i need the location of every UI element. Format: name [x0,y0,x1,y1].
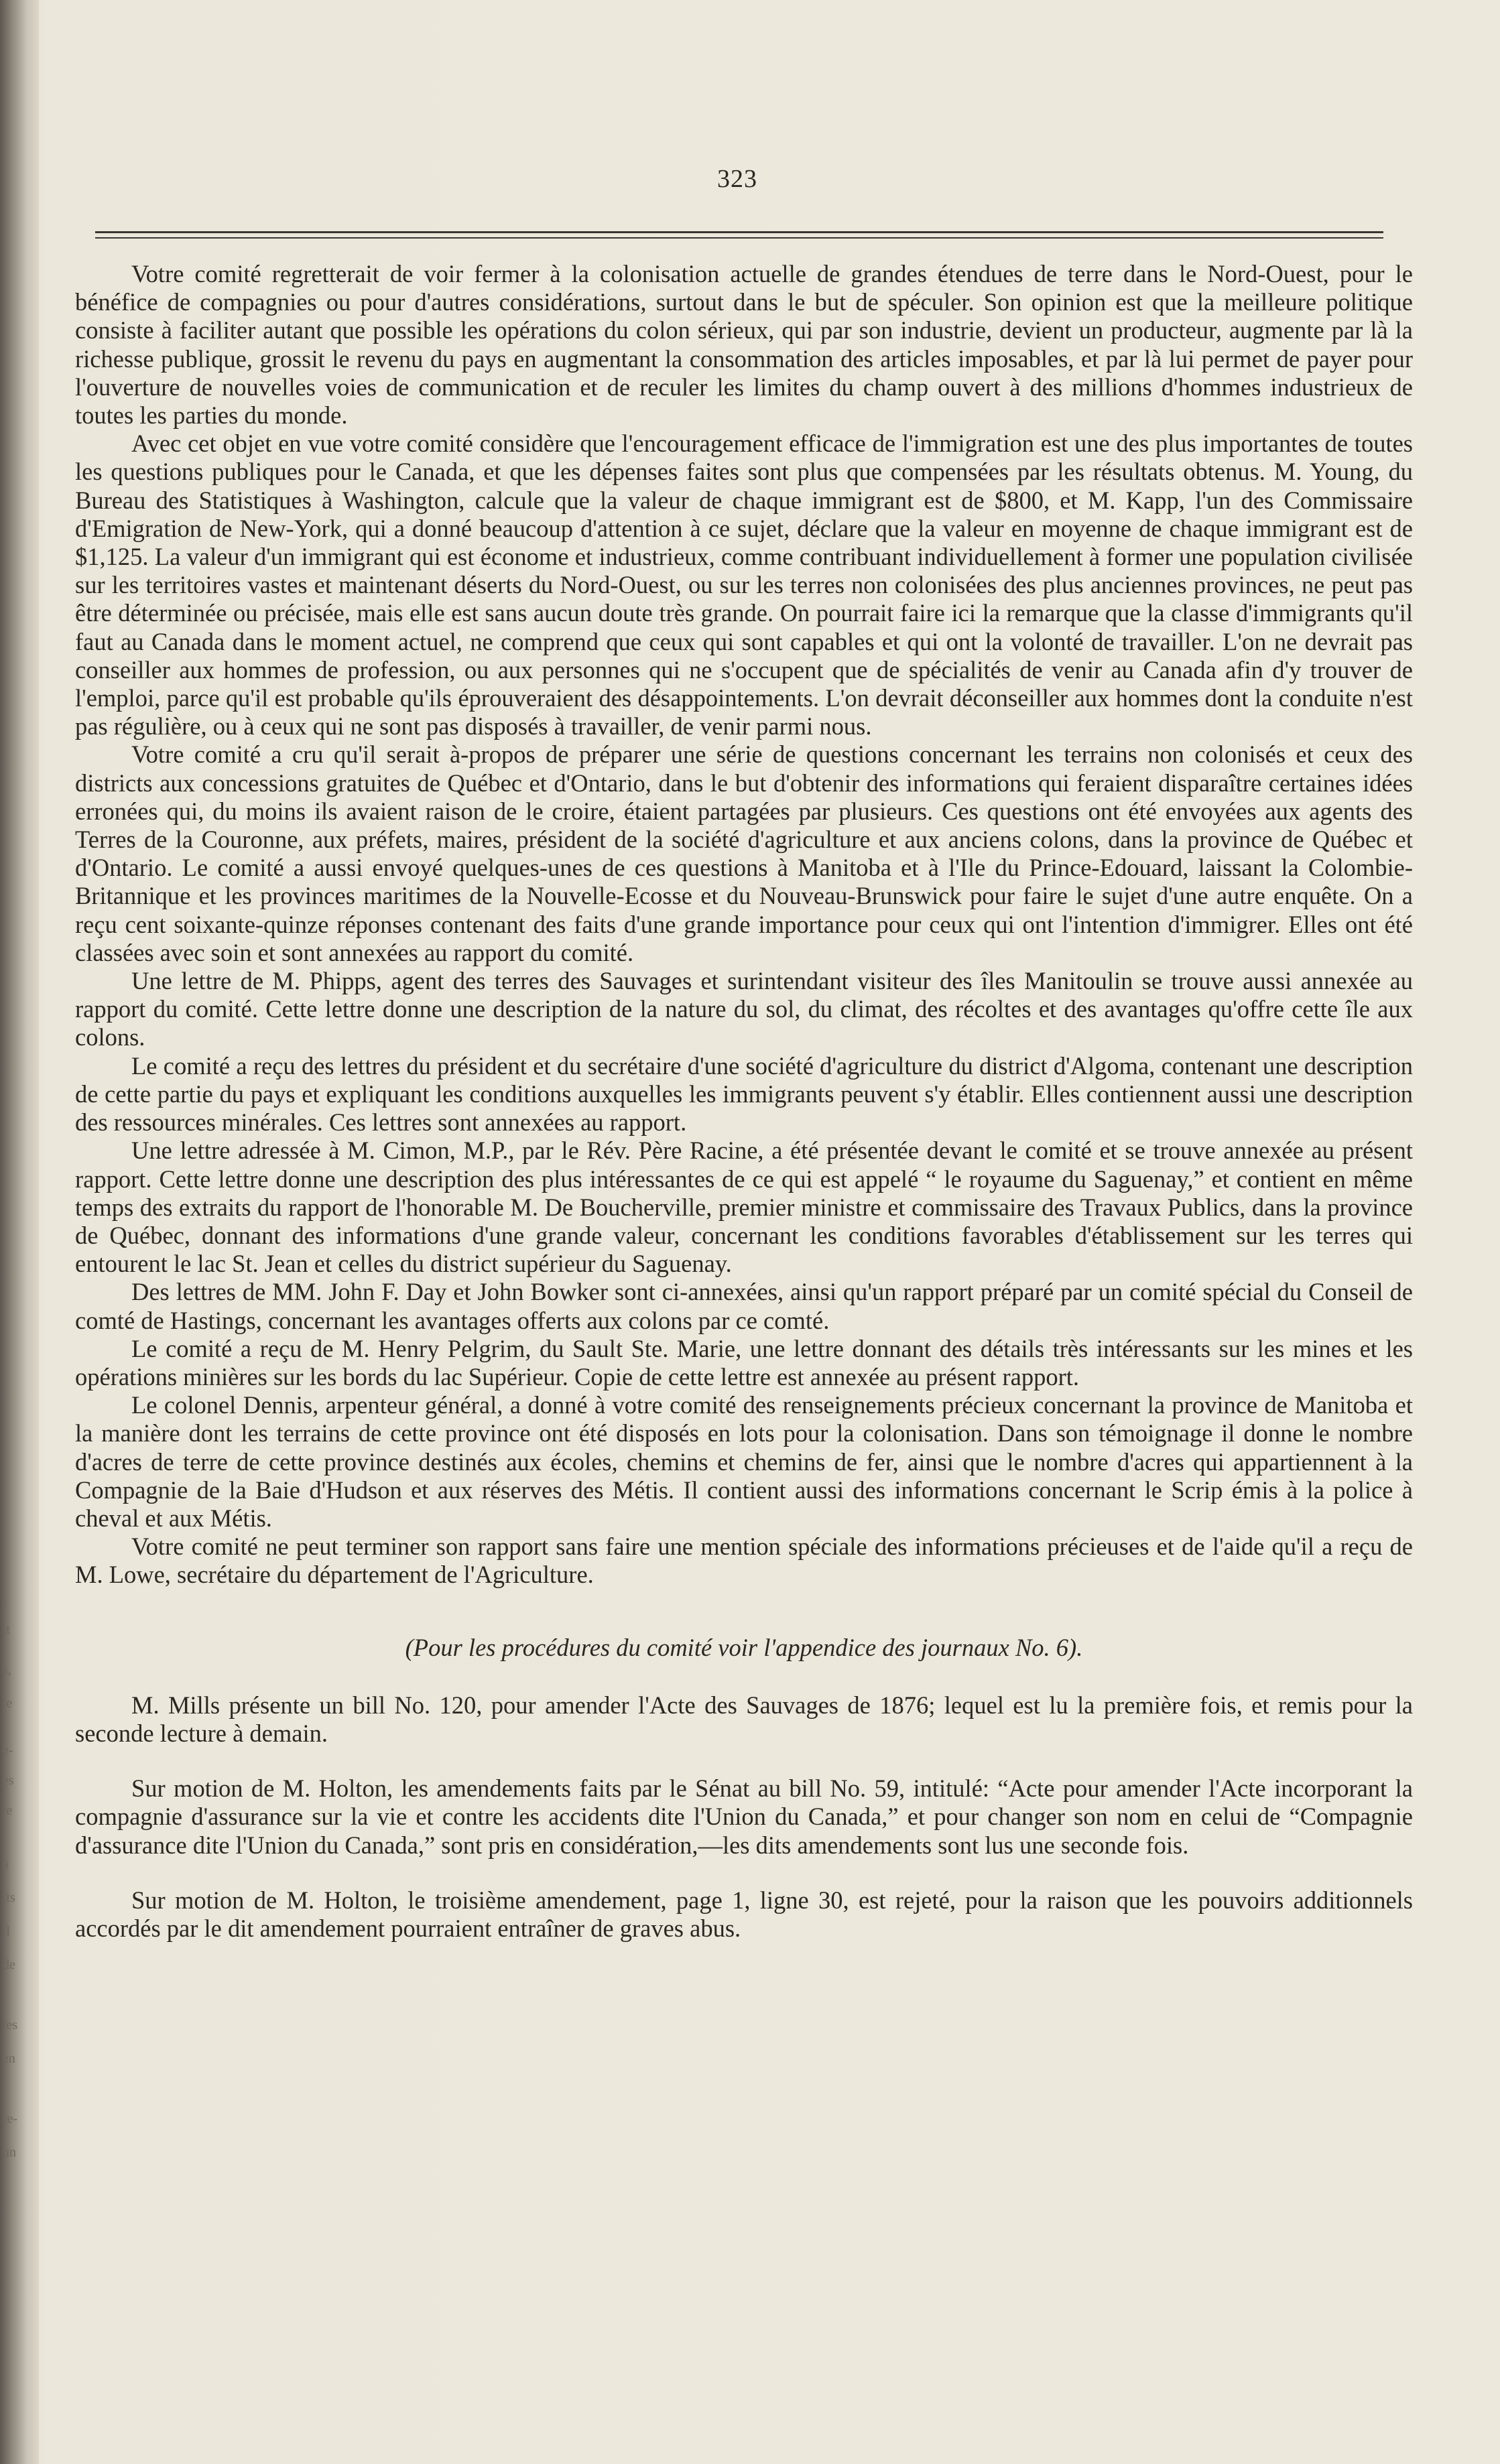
gutter-fragment: les [3,2018,18,2032]
paragraph: Le comité a reçu de M. Henry Pelgrim, du Sault Ste. Marie, une lettre donnant des détails très intéressants sur les mines et les opérations minières sur les bords du lac Supérieur. Copie de cette lettre est annexée au présent rapport. [75,1334,1413,1390]
gutter-fragment: à [3,1857,9,1872]
gutter-fragment: ıt [3,1622,11,1637]
procedures-note: (Pour les procédures du comité voir l'appendice des journaux No. 6). [405,1633,1083,1661]
gutter-fragment: its [3,1890,15,1905]
paragraph: Sur motion de M. Holton, les amendements faits par le Sénat au bill No. 59, intitulé: “Acte pour amender l'Acte incorporant la compagnie d'assurance sur la vie et contre les accidents dite l'Union du Canada,” et pour changer son nom en celui de “Compagnie d'assurance dite l'Union du Canada,” sont pris en considération,—les dits amendements sont lus une seconde fois. [75,1774,1413,1859]
gutter-fragment: il [3,1924,11,1939]
page-number: 323 [717,165,757,193]
paragraph: Votre comité regretterait de voir fermer à la colonisation actuelle de grandes étendues de terre dans le Nord-Ouest, pour le bénéfice de compagnies ou pour d'autres considérations, surtout dans le but de spéculer. Son opinion est que la meilleure politique consiste à faciliter autant que possible les opérations du colon sérieux, qui par son industrie, devient un producteur, augmente par là la richesse publique, grossit le revenu du pays en augmentant la consommation des articles imposables, et par là lui permet de payer pour l'ouverture de nouvelles voies de communication et de reculer les limites du champ ouvert à des millions d'hommes industrieux de toutes les parties du monde. [75,260,1413,430]
paragraph: Sur motion de M. Holton, le troisième amendement, page 1, ligne 30, est rejeté, pour la raison que les pouvoirs additionnels accordés par le dit amendement pourraient entraîner de graves abus. [75,1886,1413,1942]
paragraph: Une lettre adressée à M. Cimon, M.P., par le Rév. Père Racine, a été présentée devant le comité et se trouve annexée au présent rapport. Cette lettre donne une description des plus intéressantes de ce qui est appelé “ le royaume du Saguenay,” et contient en même temps des extraits du rapport de l'honorable M. De Boucherville, premier ministre et commissaire des Travaux Publics, dans la province de Québec, donnant des informations d'une grande valeur, concernant les conditions favorables d'établissement sur les terres qui entourent le lac St. Jean et celles du district supérieur du Saguenay. [75,1137,1413,1278]
paragraph: Votre comité a cru qu'il serait à-propos de préparer une série de questions concernant les terrains non colonisés et ceux des districts aux concessions gratuites de Québec et d'Ontario, dans le but d'obtenir des informations qui feraient disparaître certaines idées erronées qui, du moins ils avaient raison de le croire, étaient partagées par plusieurs. Ces questions ont été envoyées aux agents des Terres de la Couronne, aux préfets, maires, président de la société d'agriculture et aux anciens colons, dans la province de Québec et d'Ontario. Le comité a aussi envoyé quelques-unes de ces questions à Manitoba et à l'Ile du Prince-Edouard, laissant la Colombie-Britannique et les provinces maritimes de la Nouvelle-Ecosse et du Nouveau-Brunswick pour faire le sujet d'une autre enquête. On a reçu cent soixante-quinze réponses contenant des faits d'une grande importance pour ceux qui ont l'intention d'immigrer. Elles ont été classées avec soin et sont annexées au rapport du comité. [75,740,1413,966]
paragraph: Avec cet objet en vue votre comité considère que l'encouragement efficace de l'immigration est une des plus importantes de toutes les questions publiques pour le Canada, et que les dépenses faites sont plus que compensées par les résultats obtenus. M. Young, du Bureau des Statistiques à Washington, calcule que la valeur de chaque immigrant est de $800, et M. Kapp, l'un des Commissaire d'Emigration de New-York, qui a donné beaucoup d'attention à ce sujet, déclare que la valeur en moyenne de chaque immigrant est de $1,125. La valeur d'un immigrant qui est économe et industrieux, comme contribuant individuellement à former une population civilisée sur les territoires vastes et maintenant déserts du Nord-Ouest, ou sur les terres non colonisées des plus anciennes provinces, ne peut pas être déterminée ou précisée, mais elle est sans aucun doute très grande. On pourrait faire ici la remarque que la classe d'immigrants qu'il faut au Canada dans le moment actuel, ne comprend que ceux qui sont capables et qui ont la volonté de travailler. L'on ne devrait pas conseiller aux hommes de profession, ou aux personnes qui ne s'occupent que de spécialités de venir au Canada afin d'y trouver de l'emploi, parce qu'il est probable qu'ils éprouveraient des désappointements. L'on devrait déconseiller aux hommes dont la conduite n'est pas régulière, ou à ceux qui ne sont pas disposés à travailler, de venir parmi nous. [75,430,1413,740]
gutter-fragment: re- [3,2112,18,2126]
paragraph: Une lettre de M. Phipps, agent des terres des Sauvages et surintendant visiteur des îles Manitoulin se trouve aussi annexée au rapport du comité. Cette lettre donne une description de la nature du sol, du climat, des récoltes et des avantages qu'offre cette île aux colons. [75,967,1413,1051]
gutter-fragment: un [3,2145,16,2160]
gutter-fragment: t [3,1596,7,1610]
header-rule [95,231,1383,233]
body-text [75,260,1413,1943]
gutter-fragment: de [3,1957,15,1972]
paragraph: Le colonel Dennis, arpenteur général, a donné à votre comité des renseignements précieux concernant la province de Manitoba et la manière dont les terrains de cette province ont été disposés en lots pour la colonisation. Dans son témoignage il donne le nombre d'acres de terre de cette province destinés aux écoles, chemins et chemins de fer, ainsi que le nombre d'acres qui appartiennent à la Compagnie de la Baie d'Hudson et aux réserves des Métis. Il contient aussi des informations concernant le Scrip émis à la police à cheval et aux Métis. [75,1391,1413,1532]
gutter-fragment: le [3,1803,13,1818]
gutter-fragment: en [3,2051,15,2066]
header-rule [95,237,1383,239]
book-binding-shadow [0,0,39,2464]
paragraph: Des lettres de MM. John F. Day et John Bowker sont ci-annexées, ainsi qu'un rapport préparé par un comité spécial du Conseil de comté de Hastings, concernant les avantages offerts aux colons par ce comté. [75,1278,1413,1334]
paragraph: Votre comité ne peut terminer son rapport sans faire une mention spéciale des informations précieuses et de l'aide qu'il a reçu de M. Lowe, secrétaire du département de l'Agriculture. [75,1533,1413,1589]
gutter-fragment: s, [3,1663,11,1677]
paragraph: M. Mills présente un bill No. 120, pour amender l'Acte des Sauvages de 1876; lequel est lu la première fois, et remis pour la seconde lecture à demain. [75,1691,1413,1747]
gutter-fragment: es [3,1773,14,1788]
paragraph: Le comité a reçu des lettres du président et du secrétaire d'une société d'agriculture du district d'Algoma, contenant une description de cette partie du pays et expliquant les conditions auxquelles les immigrants peuvent s'y établir. Elles contiennent aussi une description des ressources minérales. Ces lettres sont annexées au rapport. [75,1051,1413,1137]
gutter-fragment: e- [3,1743,13,1758]
gutter-fragment: le [3,1696,13,1711]
